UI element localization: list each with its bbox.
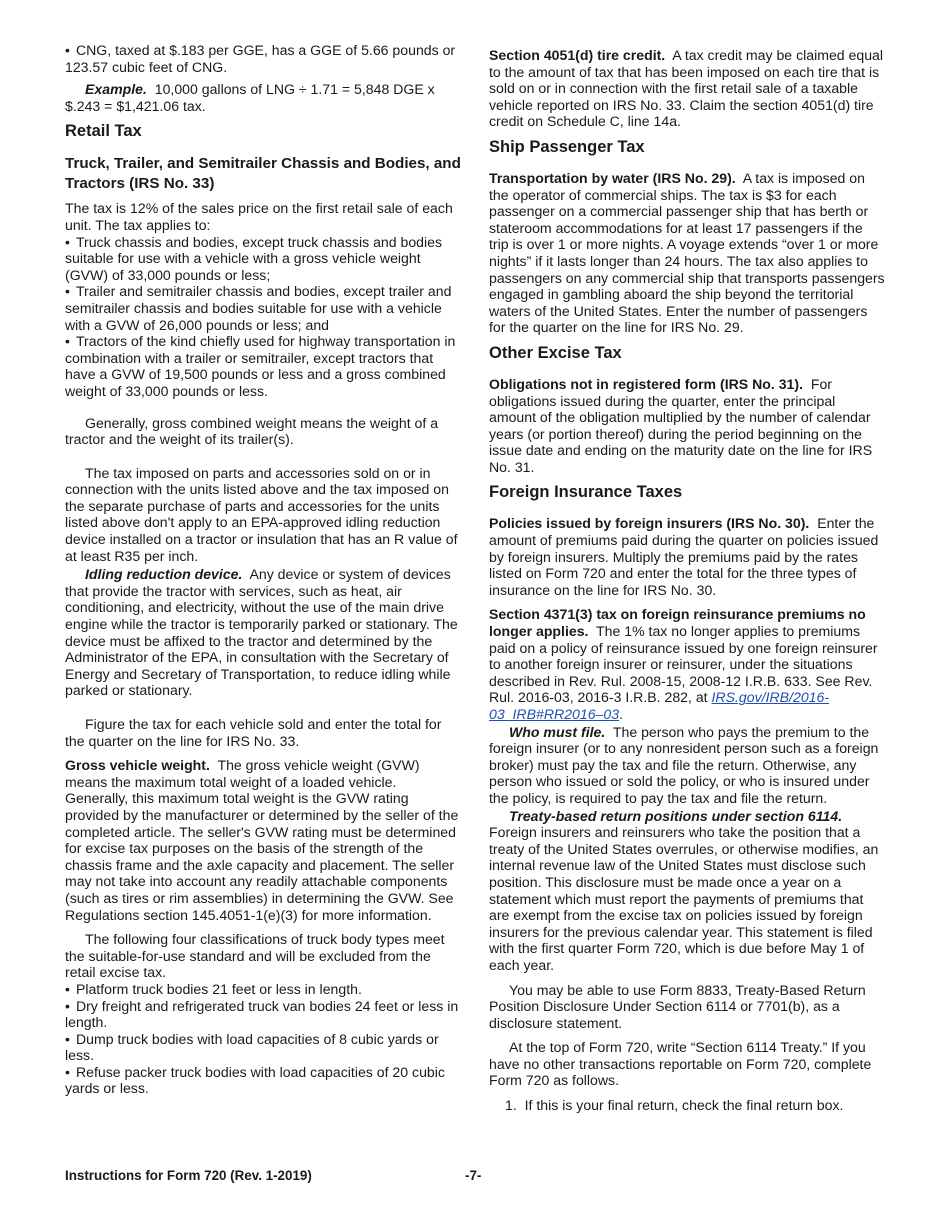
gvw-paragraph: Gross vehicle weight. The gross vehicle weight (GVW) means the maximum total weight of a loaded vehicle. Generally, this maximum total weight is the GVW rating provided by the manufacturer or determined by the seller of the completed article. The seller's GVW rating must be determined for excise tax purposes on the basis of the strength of the chassis frame and the axle capacity and placement. The seller may not take into account any readily attachable components (such as tires or rim assemblies) in determining the GVW. See Regulations section 145.4051-1(e)(3) for more information.: [65, 757, 459, 923]
example-paragraph: Example. 10,000 gallons of LNG ÷ 1.71 = 5,848 DGE x $.243 = $1,421.06 tax.: [65, 81, 435, 114]
form-title: Instructions for Form 720 (Rev. 1-2019): [65, 1168, 312, 1183]
who-must-file-paragraph: Who must file. The person who pays the premium to the foreign insurer (or to any nonresident person such as a foreign broker) must pay the tax and file the return. Otherwise, any person who issued or sold the policy, or who is insured under the policy, is required to pay the tax and file the return.: [489, 723, 879, 806]
gvw-label: Gross vehicle weight.: [65, 757, 210, 774]
reinsurance-paragraph: Section 4371(3) tax on foreign reinsurance premiums no longer applies. The 1% tax no longer applies to premiums paid on a policy of reinsurance issued by one foreign reinsurer to another foreign insurer or reinsurer, under the situations described in Rev. Rul. 2008-15, 2008-12 I.R.B. 633. See Rev. Rul. 2016-03, 2016-3 I.R.B. 282, at IRS.gov/IRB/2016-03_IRB#RR2016–03.: [489, 606, 878, 722]
left-column: [65, 42, 461, 1097]
right-column: [489, 47, 886, 1122]
cng-bullet: • CNG, taxed at $.183 per GGE, has a GGE of 5.66 pounds or 123.57 cubic feet of CNG.: [65, 42, 461, 75]
idling-label: Idling reduction device.: [85, 566, 243, 583]
list-item: 1. If this is your final return, check the final return box.: [505, 1097, 844, 1114]
tire-credit-label: Section 4051(d) tire credit.: [489, 47, 666, 63]
parts-paragraph: The tax imposed on parts and accessories sold on or in connection with the units listed above and the tax imposed on the separate purchase of parts and accessories for the units listed above don't apply to an EPA-approved idling reduction device installed on a tractor or insulation that has an R value of at least R35 per inch.: [65, 464, 458, 564]
classification-paragraph: The following four classifications of truck body types meet the suitable-for-use standard and will be excluded from the retail excise tax.: [65, 931, 445, 981]
step-number: 1.: [505, 1097, 517, 1114]
foreign-insurance-heading: Foreign Insurance Taxes: [489, 483, 683, 502]
page-number: -7-: [465, 1168, 482, 1183]
other-excise-heading: Other Excise Tax: [489, 343, 622, 362]
list-item: • Truck chassis and bodies, except truck chassis and bodies suitable for use with a vehicle with a gross vehicle weight (GVW) of 33,000 pounds or less;: [65, 234, 461, 284]
top-of-form-paragraph: At the top of Form 720, write “Section 6114 Treaty.” If you have no other transactions reportable on Form 720, complete Form 720 as follows.: [489, 1039, 872, 1089]
reinsurance-label: Section 4371(3) tax on foreign reinsurance premiums no longer applies.: [489, 606, 866, 640]
list-item: • Refuse packer truck bodies with load capacities of 20 cubic yards or less.: [65, 1064, 461, 1097]
example-label: Example.: [85, 81, 147, 98]
treaty-label: Treaty-based return positions under section 6114.: [509, 807, 843, 824]
idling-paragraph: Idling reduction device. Any device or system of devices that provide the tractor with services, such as heat, air conditioning, and electricity, without the use of the main drive engine while the tractor is temporarily parked or stationary. The device must be affixed to the tractor and determined by the Administrator of the EPA, in consultation with the Secretary of Energy and Secretary of Transportation, to reduce idling while parked or stationary.: [65, 566, 458, 699]
truck-heading: Truck, Trailer, and Semitrailer Chassis and Bodies, and Tractors (IRS No. 33): [65, 155, 461, 193]
list-item: • Tractors of the kind chiefly used for highway transportation in combination with a trailer or semitrailer, except tractors that have a GVW of 19,500 pounds or less and a gross combined weight of 33,000 pounds or less.: [65, 333, 461, 399]
who-must-file-label: Who must file.: [509, 723, 606, 740]
water-paragraph: Transportation by water (IRS No. 29). A tax is imposed on the operator of commercial ships. The tax is $3 for each passenger on a commercial passenger ship that has berth or stateroom accommodations for at least 17 passengers if the trip is over 1 or more nights. A voyage extends “over 1 or more nights” if it lasts longer than 24 hours. The tax also applies to passengers on any commercial ship that transports passengers engaged in gambling aboard the ship beyond the territorial waters of the United States. Enter the number of passengers for the quarter on the line for IRS No. 29.: [489, 169, 885, 336]
water-label: Transportation by water (IRS No. 29).: [489, 169, 736, 186]
list-item: • Dry freight and refrigerated truck van bodies 24 feet or less in length.: [65, 998, 461, 1031]
page-footer: [65, 1168, 886, 1186]
figure-paragraph: Figure the tax for each vehicle sold and enter the total for the quarter on the line for IRS No. 33.: [65, 716, 442, 749]
form-8833-paragraph: You may be able to use Form 8833, Treaty-Based Return Position Disclosure Under Section 6114 or 7701(b), as a disclosure statement.: [489, 981, 866, 1031]
obligations-label: Obligations not in registered form (IRS No. 31).: [489, 375, 804, 392]
retail-tax-heading: Retail Tax: [65, 122, 142, 141]
irs-gov-link[interactable]: IRS.gov/IRB/2016-03_IRB#RR2016–03: [489, 689, 830, 722]
obligations-paragraph: Obligations not in registered form (IRS No. 31). For obligations issued during the quarter, enter the principal amount of the obligation multiplied by the number of calendar years (or portion thereof) during the period beginning on the issue date and ending on the maturity date on the line for IRS No. 31.: [489, 375, 873, 475]
tire-credit-paragraph: Section 4051(d) tire credit. A tax credit may be claimed equal to the amount of tax that has been imposed on each tire that is sold on or in connection with the first retail sale of a taxable vehicle reported on IRS No. 33. Claim the section 4051(d) tire credit on Schedule C, line 14a.: [489, 47, 884, 130]
list-item: • Platform truck bodies 21 feet or less in length.: [65, 981, 461, 998]
list-item: • Trailer and semitrailer chassis and bodies, except trailer and semitrailer chassis and bodies suitable for use with a vehicle with a GVW of 26,000 pounds or less; and: [65, 283, 461, 333]
gcw-paragraph: Generally, gross combined weight means the weight of a tractor and the weight of its trailer(s).: [65, 414, 439, 448]
policies-label: Policies issued by foreign insurers (IRS No. 30).: [489, 515, 810, 532]
tax-rate-paragraph: The tax is 12% of the sales price on the first retail sale of each unit. The tax applies to:: [65, 200, 453, 233]
list-item: • Dump truck bodies with load capacities of 8 cubic yards or less.: [65, 1031, 461, 1064]
ship-passenger-heading: Ship Passenger Tax: [489, 137, 645, 156]
policies-paragraph: Policies issued by foreign insurers (IRS No. 30). Enter the amount of premiums paid during the quarter on policies issued by foreign insurers. Multiply the premiums paid by the rates listed on Form 720 and enter the total for the three types of insurance on the line for IRS No. 30.: [489, 515, 879, 598]
treaty-paragraph: Treaty-based return positions under section 6114. Foreign insurers and reinsurers who take the position that a treaty of the United States overrules, or otherwise modifies, an internal revenue law of the United States must disclose such position. This disclosure must be made once a year on a statement which must report the payments of premiums that are exempt from the excise tax on policies issued by foreign insurers for the previous calendar year. This statement is filed with the first quarter Form 720, which is due before May 1 of each year.: [489, 807, 879, 973]
